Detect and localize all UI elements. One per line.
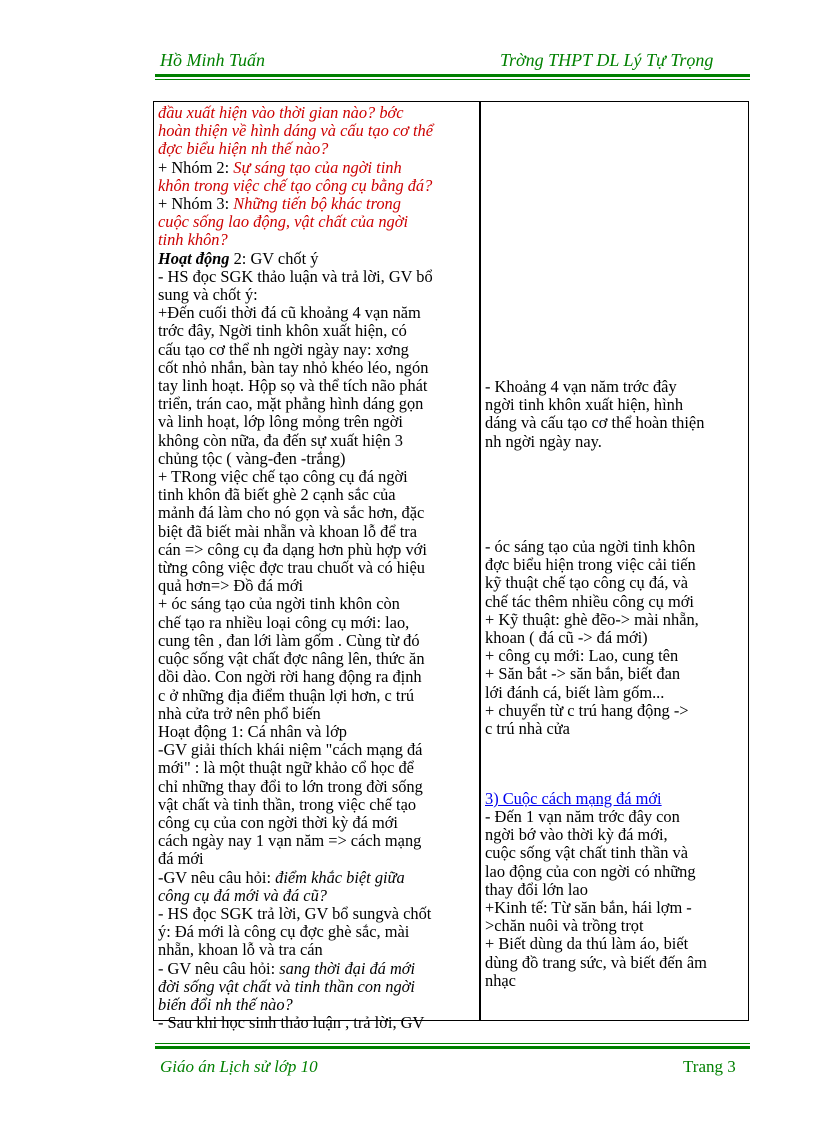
line-text: tinh khôn đã biết ghè 2 cạnh sắc của	[158, 485, 396, 505]
line-text: sung và chốt ý:	[158, 285, 258, 305]
left-line	[158, 159, 474, 177]
left-line	[158, 796, 474, 814]
left-line	[158, 395, 474, 413]
section-heading[interactable]: 3) Cuộc cách mạng đá mới	[485, 789, 662, 808]
line-prefix: Hoạt động	[158, 248, 230, 268]
line-text: Những tiến bộ khác trong	[233, 194, 401, 214]
left-line	[158, 614, 474, 632]
left-line	[158, 814, 474, 832]
line-text: - HS đọc SGK trả lời, GV bổ sungvà chốt	[158, 903, 432, 923]
left-line	[158, 978, 474, 996]
right-line: + chuyển từ c trú hang động ->	[485, 700, 689, 720]
left-line	[158, 104, 474, 122]
left-line	[158, 559, 474, 577]
line-text: +Đến cuối thời đá cũ khoảng 4 vạn năm	[158, 303, 421, 323]
header-rule-thin	[155, 79, 750, 80]
left-line	[158, 432, 474, 450]
line-text: trớc đây, Ngời tinh khôn xuất hiện, có	[158, 321, 407, 341]
line-text: cách ngày nay 1 vạn năm => cách mạng	[158, 831, 422, 851]
footer-page-number: Trang 3	[683, 1057, 736, 1076]
right-line: chế tác thêm nhiều công cụ mới	[485, 591, 694, 611]
line-prefix: + Nhóm 2:	[158, 157, 234, 177]
line-text: cấu tạo cơ thể nh ngời ngày nay: xơng	[158, 339, 409, 359]
left-line	[158, 504, 474, 522]
left-line	[158, 450, 474, 468]
right-line: nhạc	[485, 970, 516, 990]
footer-subject: Giáo án Lịch sử lớp 10	[160, 1057, 318, 1076]
left-column-activities	[158, 104, 474, 1032]
line-text: cán => công cụ đa dạng hơn phù hợp với	[158, 539, 427, 559]
left-line	[158, 705, 474, 723]
right-line: kỹ thuật chế tạo công cụ đá, và	[485, 573, 688, 593]
left-line	[158, 960, 474, 978]
left-line	[158, 723, 474, 741]
right-line: lao động của con ngời có những	[485, 861, 696, 881]
right-line: + Biết dùng da thú làm áo, biết	[485, 934, 689, 954]
line-text: điểm khắc biệt giữa	[275, 867, 405, 887]
line-text: mảnh đá làm cho nó gọn và sắc hơn, đặc	[158, 503, 425, 523]
line-prefix: -GV nêu câu hỏi:	[158, 867, 276, 887]
line-text: không còn nữa, đa đến sự xuất hiện 3	[158, 430, 403, 450]
line-text: chỉ những thay đổi to lớn trong đời sống	[158, 776, 423, 796]
footer-rule-thin	[155, 1043, 750, 1044]
line-text: chủng tộc ( vàng-đen -trắng)	[158, 448, 346, 468]
left-line	[158, 595, 474, 613]
right-block-1	[485, 378, 745, 451]
right-line: nh ngời ngày nay.	[485, 431, 602, 451]
left-line	[158, 778, 474, 796]
line-text: công cụ của con ngời thời kỳ đá mới	[158, 812, 398, 832]
right-line: - Đến 1 vạn năm trớc đây con	[485, 807, 680, 826]
left-line	[158, 850, 474, 868]
line-text: - HS đọc SGK thảo luận và trả lời, GV bổ	[158, 266, 433, 286]
left-line	[158, 377, 474, 395]
left-line	[158, 832, 474, 850]
line-text: + óc sáng tạo của ngời tinh khôn còn	[158, 594, 400, 614]
left-line	[158, 741, 474, 759]
left-line	[158, 1014, 474, 1032]
left-line	[158, 341, 474, 359]
line-text: -GV giải thích khái niệm "cách mạng đá	[158, 740, 423, 760]
left-line	[158, 941, 474, 959]
line-text: ý: Đá mới là công cụ đợc ghè sắc, mài	[158, 922, 410, 942]
footer-rule-thick	[155, 1046, 750, 1049]
line-text: Sự sáng tạo của ngời tinh	[233, 157, 402, 177]
left-line	[158, 322, 474, 340]
line-text: tinh khôn?	[158, 230, 228, 250]
left-line	[158, 650, 474, 668]
line-text: tay linh hoạt. Hộp sọ và thể tích não phát	[158, 376, 428, 396]
line-text: đợc biểu hiện nh thế nào?	[158, 139, 329, 159]
line-text: vật chất và tinh thần, trong việc chế tạo	[158, 794, 417, 814]
left-line	[158, 668, 474, 686]
left-line	[158, 577, 474, 595]
line-text: khôn trong việc chế tạo công cụ bằng đá?	[158, 175, 433, 195]
line-text: đầu xuất hiện vào thời gian nào? bớc	[158, 103, 404, 122]
left-line	[158, 213, 474, 231]
left-line	[158, 231, 474, 249]
line-text: biệt đã biết mài nhẵn và khoan lỗ để tra	[158, 521, 417, 541]
line-text: từng công việc đợc trau chuốt và có hiệu	[158, 558, 425, 578]
right-line: dáng và cấu tạo cơ thể hoàn thiện	[485, 413, 705, 433]
line-text: - Sau khi học sinh thảo luận , trả lời, GV	[158, 1013, 425, 1033]
line-text: hoàn thiện về hình dáng và cấu tạo cơ thể	[158, 121, 434, 141]
left-line	[158, 195, 474, 213]
left-line	[158, 286, 474, 304]
left-line	[158, 632, 474, 650]
line-text: nhà cửa trở nên phổ biến	[158, 703, 321, 723]
left-line	[158, 523, 474, 541]
line-text: 2: GV chốt ý	[229, 248, 319, 268]
right-line: c trú nhà cửa	[485, 719, 570, 739]
line-text: cuộc sống vật chất đợc nâng lên, thức ăn	[158, 649, 425, 669]
left-line	[158, 996, 474, 1014]
line-text: mới" : là một thuật ngữ khảo cổ học để	[158, 758, 414, 778]
left-line	[158, 140, 474, 158]
line-text: đời sống vật chất và tinh thần con ngời	[158, 976, 415, 996]
line-text: đá mới	[158, 849, 204, 869]
line-text: nhẵn, khoan lỗ và tra cán	[158, 940, 323, 960]
line-text: dồi dào. Con ngời rời hang động ra định	[158, 667, 422, 687]
line-text: quả hơn=> Đồ đá mới	[158, 576, 304, 596]
left-line	[158, 359, 474, 377]
line-text: cốt nhỏ nhắn, bàn tay nhỏ khéo léo, ngón	[158, 357, 429, 377]
right-line: - Khoảng 4 vạn năm trớc đây	[485, 377, 677, 396]
right-line: ngời tinh khôn xuất hiện, hình	[485, 395, 684, 415]
right-line: - óc sáng tạo của ngời tinh khôn	[485, 537, 696, 556]
header-rule-thick	[155, 74, 750, 77]
line-text: cung tên , đan lới làm gốm . Cùng từ đó	[158, 630, 420, 650]
right-line: + Kỹ thuật: ghè đẽo-> mài nhẵn,	[485, 609, 699, 629]
left-line	[158, 759, 474, 777]
right-line: thay đổi lớn lao	[485, 879, 588, 899]
line-text: chế tạo ra nhiều loại công cụ mới: lao,	[158, 612, 410, 632]
line-prefix: - GV nêu câu hỏi:	[158, 958, 280, 978]
column-divider	[479, 101, 481, 1021]
left-line	[158, 905, 474, 923]
right-block-3	[485, 808, 745, 990]
line-text: sang thời đại đá mới	[279, 958, 416, 978]
left-line	[158, 541, 474, 559]
header-school: Trờng THPT DL Lý Tự Trọng	[500, 50, 714, 70]
right-line: lới đánh cá, biết làm gốm...	[485, 682, 665, 702]
right-line: + Săn bắt -> săn bắn, biết đan	[485, 664, 681, 684]
left-line	[158, 687, 474, 705]
header-author: Hồ Minh Tuấn	[160, 50, 266, 70]
line-text: và linh hoạt, lớp lông mỏng trên ngời	[158, 412, 403, 432]
right-line: đợc biểu hiện trong việc cải tiến	[485, 555, 696, 575]
line-text: Hoạt động 1: Cá nhân và lớp	[158, 721, 347, 741]
line-text: cuộc sống lao động, vật chất của ngời	[158, 212, 409, 232]
right-line: dùng đồ trang sức, và biết đến âm	[485, 952, 707, 972]
left-line	[158, 887, 474, 905]
right-line: cuộc sống vật chất tinh thần và	[485, 843, 689, 863]
right-line: +Kinh tế: Từ săn bắn, hái lợm -	[485, 898, 692, 918]
line-text: công cụ đá mới và đá cũ?	[158, 885, 327, 905]
right-block-2	[485, 538, 745, 738]
left-line	[158, 923, 474, 941]
line-text: c ở những địa điểm thuận lợi hơn, c trú	[158, 685, 415, 705]
right-line: khoan ( đá cũ -> đá mới)	[485, 628, 648, 648]
left-line	[158, 268, 474, 286]
line-text: + TRong việc chế tạo công cụ đá ngời	[158, 467, 408, 487]
right-line: ngời bớ vào thời kỳ đá mới,	[485, 825, 668, 845]
line-prefix: + Nhóm 3:	[158, 194, 234, 214]
left-line	[158, 177, 474, 195]
left-line	[158, 250, 474, 268]
left-line	[158, 468, 474, 486]
right-line: >chăn nuôi và trồng trọt	[485, 916, 644, 936]
left-line	[158, 122, 474, 140]
line-text: biến đổi nh thế nào?	[158, 994, 293, 1014]
left-line	[158, 869, 474, 887]
left-line	[158, 304, 474, 322]
left-line	[158, 486, 474, 504]
left-line	[158, 413, 474, 431]
right-line: + công cụ mới: Lao, cung tên	[485, 646, 679, 666]
line-text: triển, trán cao, mặt phẳng hình dáng gọn	[158, 394, 424, 414]
